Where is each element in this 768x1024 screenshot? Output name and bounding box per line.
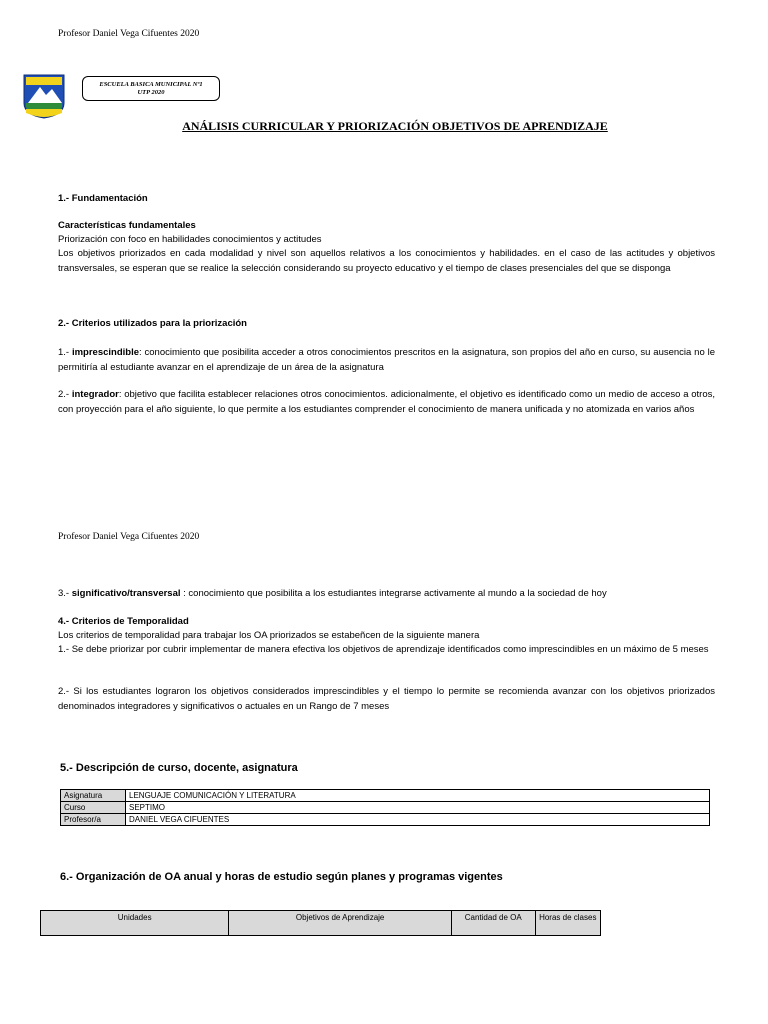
- school-info-box: [82, 76, 220, 101]
- criterion-integrador: [58, 388, 715, 417]
- header-author: Profesor Daniel Vega Cifuentes 2020: [58, 29, 200, 39]
- table-row: [61, 790, 710, 802]
- school-logo: [22, 73, 66, 119]
- section-5-heading: 5.- Descripción de curso, docente, asignatura: [60, 762, 298, 774]
- page-author-footer: Profesor Daniel Vega Cifuentes 2020: [58, 532, 200, 542]
- criterion-number: 2.-: [58, 389, 72, 400]
- column-header-unidades: Unidades: [41, 911, 229, 936]
- section-4-heading: 4.- Criterios de Temporalidad: [58, 616, 189, 627]
- table-label: Curso: [61, 802, 126, 814]
- criterion-significativo: [58, 587, 607, 602]
- criterion-number: 3.-: [58, 588, 72, 599]
- section-1-subheading: Características fundamentales: [58, 220, 196, 231]
- section-1-heading: 1.- Fundamentación: [58, 193, 148, 204]
- criterion-text: : conocimiento que posibilita a los estudiantes integrarse activamente al mundo a la sociedad de hoy: [180, 588, 607, 599]
- criterion-term: significativo/transversal: [71, 588, 181, 599]
- document-title: ANÁLISIS CURRICULAR Y PRIORIZACIÓN OBJETIVOS DE APRENDIZAJE: [182, 119, 608, 133]
- table-value: DANIEL VEGA CIFUENTES: [126, 814, 710, 826]
- utp-label: UTP 2020: [137, 89, 165, 96]
- column-header-horas: Horas de clases: [535, 911, 600, 936]
- table-value: SEPTIMO: [126, 802, 710, 814]
- criterion-term: imprescindible: [71, 347, 140, 358]
- table-label: Profesor/a: [61, 814, 126, 826]
- section-2-heading: 2.- Criterios utilizados para la priorización: [58, 318, 247, 329]
- column-header-cantidad: Cantidad de OA: [451, 911, 535, 936]
- table-header-row: [41, 911, 601, 936]
- criterion-text: : conocimiento que posibilita acceder a otros conocimientos prescritos en la asignatura, son propios del año en curso, su ausencia no le permitiría al estudiante avanzar en el aprendizaje de un área de la asignatura: [58, 347, 715, 373]
- table-row: [61, 802, 710, 814]
- criterion-imprescindible: [58, 346, 715, 375]
- criterion-text: : objetivo que facilita establecer relaciones otros conocimientos. adicionalmente, el objetivo es identificado como un medio de acceso a otros, con proyección para el año siguiente, lo que permite a los estudiantes comprender el conocimiento de manera unificada y no atomizada en varios años: [58, 389, 715, 415]
- section-4-rule-1: 1.- Se debe priorizar por cubrir implementar de manera efectiva los objetivos de aprendizaje identificados como imprescindibles en un máximo de 5 meses: [58, 644, 709, 655]
- course-info-table: [60, 789, 710, 826]
- column-header-objetivos: Objetivos de Aprendizaje: [229, 911, 452, 936]
- criterion-term: integrador: [71, 389, 119, 400]
- oa-organization-table: [40, 910, 601, 936]
- section-6-heading: 6.- Organización de OA anual y horas de estudio según planes y programas vigentes: [60, 871, 503, 883]
- section-1-line: Priorización con foco en habilidades conocimientos y actitudes: [58, 234, 322, 245]
- section-4-intro: Los criterios de temporalidad para trabajar los OA priorizados se estabeñcen de la siguiente manera: [58, 630, 480, 641]
- criterion-number: 1.-: [58, 347, 72, 358]
- table-row: [61, 814, 710, 826]
- section-4-rule-2: 2.- Si los estudiantes lograron los objetivos considerados imprescindibles y el tiempo lo permite se recomienda avanzar con los objetivos priorizados denominados integradores y significativos o actuales en un Rango de 7 meses: [58, 686, 715, 712]
- school-name: ESCUELA BASICA MUNICIPAL Nº1: [99, 81, 203, 88]
- section-1-paragraph: Los objetivos priorizados en cada modalidad y nivel son aquellos relativos a los conocimientos y habilidades. en el caso de las actitudes y objetivos transversales, se esperan que se realice la selección considerando su proyecto educativo y el tiempo de clases presenciales del que se disponga: [58, 248, 715, 274]
- table-label: Asignatura: [61, 790, 126, 802]
- table-value: LENGUAJE COMUNICACIÓN Y LITERATURA: [126, 790, 710, 802]
